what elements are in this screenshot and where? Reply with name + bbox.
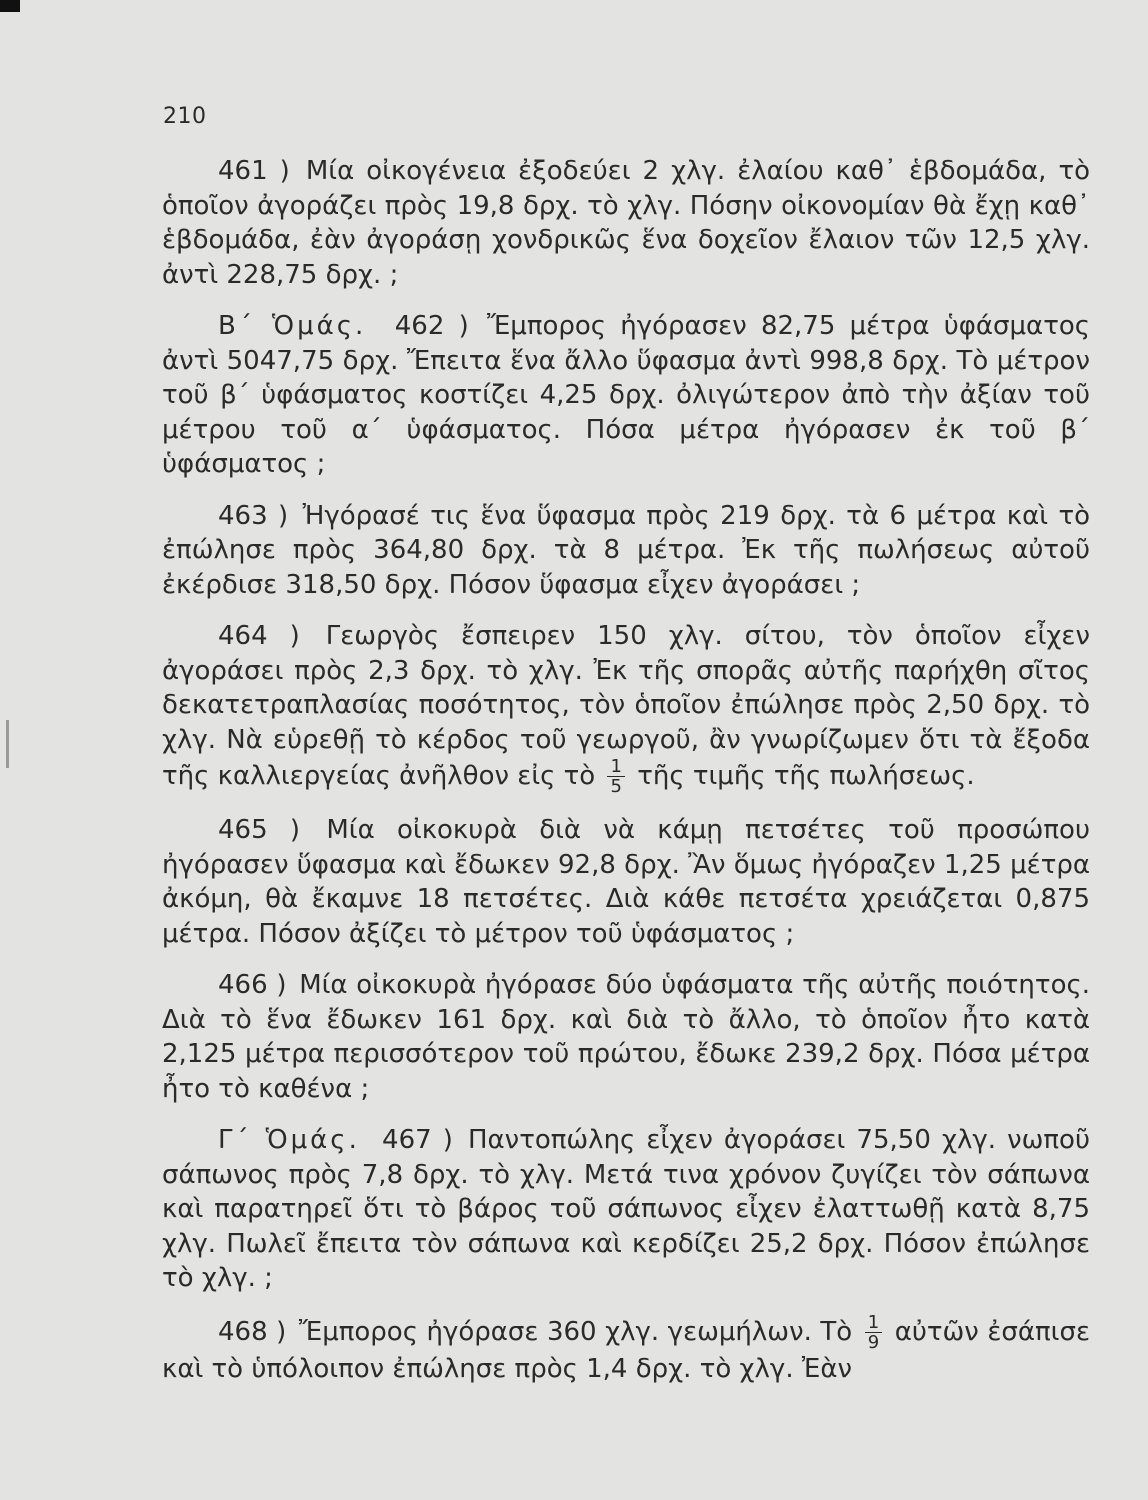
problem-465 [162, 813, 1090, 951]
problem-text-continued: αὐτῶν ἐσάπισε καὶ τὸ ὑπόλοιπον ἐπώλησε πρὸς 1,4 δρχ. τὸ χλγ. Ἐὰν [162, 1316, 1091, 1384]
problem-text: Παντοπώλης εἶχεν ἀγοράσει 75,50 χλγ. νωποῦ σάπωνος πρὸς 7,8 δρχ. τὸ χλγ. Μετά τινα χρόνον ζυγίζει τὸν σάπωνα καὶ παρατηρεῖ ὅτι τὸ βάρος τοῦ σάπωνος εἶχεν ἐλαττωθῇ κατὰ 8,75 χλγ. Πωλεῖ ἔπειτα τὸν σάπωνα καὶ κερδίζει 25,2 δρχ. Πόσον ἐπώλησε τὸ χλγ. ; [162, 1125, 1090, 1293]
problem-number: 461 ) [218, 156, 290, 186]
problem-461 [162, 154, 1090, 292]
problem-text: Μία οἰκοκυρὰ ἠγόρασε δύο ὑφάσματα τῆς αὐτῆς ποιότητος. Διὰ τὸ ἕνα ἔδωκεν 161 δρχ. καὶ διὰ τὸ ἄλλο, τὸ ὁποῖον ἦτο κατὰ 2,125 μέτρα περισσότερον τοῦ πρώτου, ἔδωκε 239,2 δρχ. Πόσα μέτρα ἦτο τὸ καθένα ; [162, 970, 1090, 1104]
fraction-numerator: 1 [867, 1311, 880, 1333]
problem-text: Γεωργὸς ἔσπειρεν 150 χλγ. σίτου, τὸν ὁποῖον εἶχεν ἀγοράσει πρὸς 2,3 δρχ. τὸ χλγ. Ἐκ τῆς σπορᾶς αὐτῆς παρήχθη σῖτος δεκατετραπλασίας ποσότητος, τὸν ὁποῖον ἐπώλησε πρὸς 2,50 δρχ. τὸ χλγ. Νὰ εὑρεθῇ τὸ κέρδος τοῦ γεωργοῦ, ἂν γνωρίζωμεν ὅτι τὰ ἔξοδα τῆς καλλιεργείας ἀνῆλθον εἰς τὸ [162, 621, 1090, 791]
problem-text: Ἔμπορος ἠγόρασε 360 χλγ. γεωμήλων. Τὸ [298, 1316, 853, 1347]
scan-corner-mark [0, 0, 20, 12]
group-heading: Β΄ Ὁμάς. [218, 311, 367, 341]
scan-edge-mark [6, 720, 9, 768]
problem-text-continued: τῆς τιμῆς τῆς πωλήσεως. [637, 761, 975, 791]
problem-number: 463 ) [218, 500, 289, 531]
problem-number: 462 ) [394, 311, 469, 341]
problem-text: Μία οἰκοκυρὰ διὰ νὰ κάμῃ πετσέτες τοῦ προσώπου ἠγόρασεν ὕφασμα καὶ ἔδωκεν 92,8 δρχ. Ἂν ὅμως ἠγόραζεν 1,25 μέτρα ἀκόμη, θὰ ἔκαμνε 18 πετσέτες. Διὰ κάθε πετσέτα χρειάζεται 0,875 μέτρα. Πόσον ἀξίζει τὸ μέτρον τοῦ ὑφάσματος ; [162, 815, 1090, 949]
problem-464 [162, 619, 1090, 796]
problem-462 [162, 309, 1090, 482]
problem-text: Μία οἰκογένεια ἐξοδεύει 2 χλγ. ἐλαίου καθ᾽ ἑβδομάδα, τὸ ὁποῖον ἀγοράζει πρὸς 19,8 δρχ. τὸ χλγ. Πόσην οἰκονομίαν θὰ ἔχῃ καθ᾽ ἑβδομάδα, ἐὰν ἀγοράσῃ χονδρικῶς ἕνα δοχεῖον ἔλαιον τῶν 12,5 χλγ. ἀντὶ 228,75 δρχ. ; [162, 156, 1091, 290]
problem-number: 468 ) [218, 1316, 287, 1347]
fraction [607, 757, 624, 796]
problem-466 [162, 968, 1090, 1106]
problem-467 [162, 1123, 1090, 1296]
problem-number: 464 ) [218, 621, 300, 651]
fraction-numerator: 1 [610, 756, 622, 777]
fraction [865, 1313, 882, 1352]
problem-463 [162, 499, 1090, 603]
page-number: 210 [163, 104, 207, 129]
problem-text: Ἔμπορος ἠγόρασεν 82,75 μέτρα ὑφάσματος ἀντὶ 5047,75 δρχ. Ἔπειτα ἕνα ἄλλο ὕφασμα ἀντὶ 998,8 δρχ. Τὸ μέτρον τοῦ β΄ ὑφάσματος κοστίζει 4,25 δρχ. ὀλιγώτερον ἀπὸ τὴν ἀξίαν τοῦ μέτρου τοῦ α΄ ὑφάσματος. Πόσα μέτρα ἠγόρασεν ἐκ τοῦ β΄ ὑφάσματος ; [162, 311, 1091, 479]
page-body [162, 154, 1090, 1403]
problem-number: 467 ) [382, 1125, 453, 1155]
problem-number: 466 ) [218, 970, 287, 1000]
group-heading: Γ΄ Ὁμάς. [218, 1125, 360, 1155]
problem-text: Ἠγόρασέ τις ἕνα ὕφασμα πρὸς 219 δρχ. τὰ 6 μέτρα καὶ τὸ ἐπώλησε πρὸς 364,80 δρχ. τὰ 8 μέτρα. Ἐκ τῆς πωλήσεως αὐτοῦ ἐκέρδισε 318,50 δρχ. Πόσον ὕφασμα εἶχεν ἀγοράσει ; [162, 500, 1090, 600]
problem-number: 465 ) [218, 815, 301, 845]
problem-468 [162, 1313, 1090, 1387]
fraction-denominator: 9 [865, 1332, 882, 1352]
fraction-denominator: 5 [607, 776, 624, 796]
